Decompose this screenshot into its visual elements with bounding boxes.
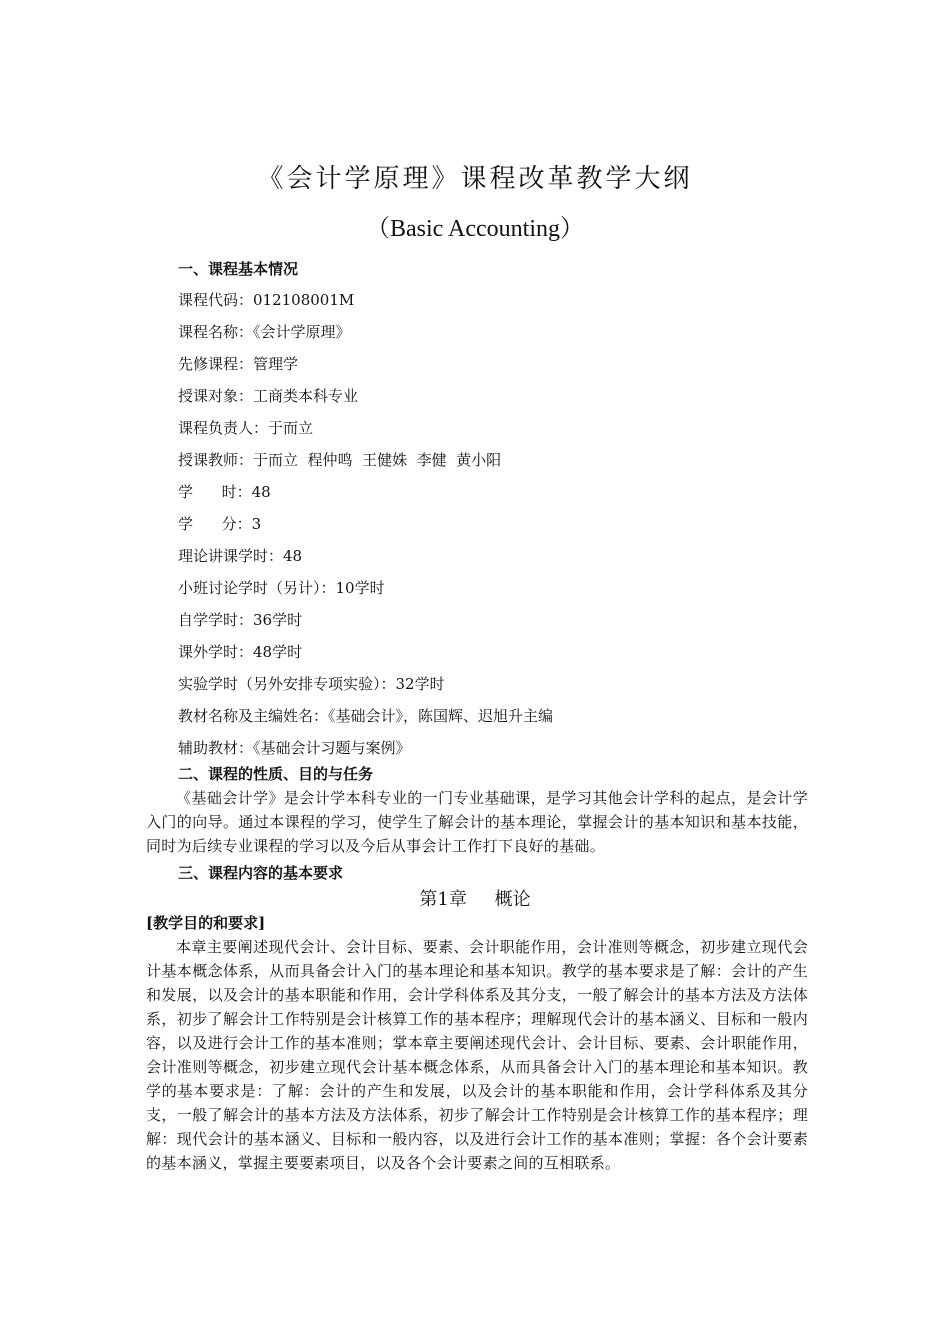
chapter-paragraph: 本章主要阐述现代会计、会计目标、要素、会计职能作用，会计准则等概念，初步建立现代会计基本概念体系，从而具备会计入门的基本理论和基本知识。教学的基本要求是了解：会计的产生和发展，以及会计的基本职能和作用，会计学科体系及其分支，一般了解会计的基本方法及方法体系，初步了解会计工作特别是会计核算工作的基本程序；理解现代会计的基本涵义、目标和一般内容，以及进行会计工作的基本准则；掌本章主要阐述现代会计、会计目标、要素、会计职能作用，会计准则等概念，初步建立现代会计基本概念体系，从而具备会计入门的基本理论和基本知识。教学的基本要求是：了解：会计的产生和发展，以及会计的基本职能和作用，会计学科体系及其分支，一般了解会计的基本方法及方法体系，初步了解会计工作特别是会计核算工作的基本程序；理解：现代会计的基本涵义、目标和一般内容，以及进行会计工作的基本准则；掌握：各个会计要素的基本涵义，掌握主要要素项目，以及各个会计要素之间的互相联系。 (146, 938, 808, 1172)
section2-heading: 二、课程的性质、目的与任务 (178, 765, 374, 783)
chapter-title: 第1章 概论 (419, 889, 531, 910)
info-prerequisite: 先修课程：管理学 (178, 355, 299, 373)
info-audience: 授课对象：工商类本科专业 (178, 387, 359, 405)
section2-paragraph: 《基础会计学》是会计学本科专业的一门专业基础课，是学习其他会计学科的起点，是会计学入门的向导。通过本课程的学习，使学生了解会计的基本理论，掌握会计的基本知识和基本技能，同时为后续专业课程的学习以及今后从事会计工作打下良好的基础。 (146, 789, 808, 855)
info-hours: 学 时：48 (178, 483, 271, 501)
info-course-name: 课程名称：《会计学原理》 (178, 323, 351, 341)
info-lecture-hours: 理论讲课学时：48 (178, 547, 303, 565)
info-self-study-hours: 自学学时：36学时 (178, 611, 303, 629)
info-discussion-hours: 小班讨论学时（另计）：10学时 (178, 579, 385, 597)
info-extracurricular-hours: 课外学时：48学时 (178, 643, 303, 661)
info-textbook: 教材名称及主编姓名：《基础会计》，陈国辉、迟旭升主编 (178, 707, 554, 725)
info-credits: 学 分：3 (178, 515, 262, 533)
info-lab-hours: 实验学时（另外安排专项实验）：32学时 (178, 675, 445, 693)
objectives-label: [教学目的和要求] (146, 914, 266, 932)
info-instructors: 授课教师：于而立 程仲鸣 王健姝 李健 黄小阳 (178, 451, 502, 469)
document-title: 《会计学原理》课程改革教学大纲 (257, 164, 693, 194)
info-auxiliary-textbook: 辅助教材：《基础会计习题与案例》 (178, 739, 411, 757)
section1-heading: 一、课程基本情况 (178, 260, 299, 278)
info-course-lead: 课程负责人：于而立 (178, 419, 314, 437)
course-info-list (178, 289, 553, 769)
document-subtitle: （Basic Accounting） (366, 216, 584, 242)
section3-heading: 三、课程内容的基本要求 (178, 864, 344, 882)
info-course-code: 课程代码：012108001M (178, 291, 355, 309)
